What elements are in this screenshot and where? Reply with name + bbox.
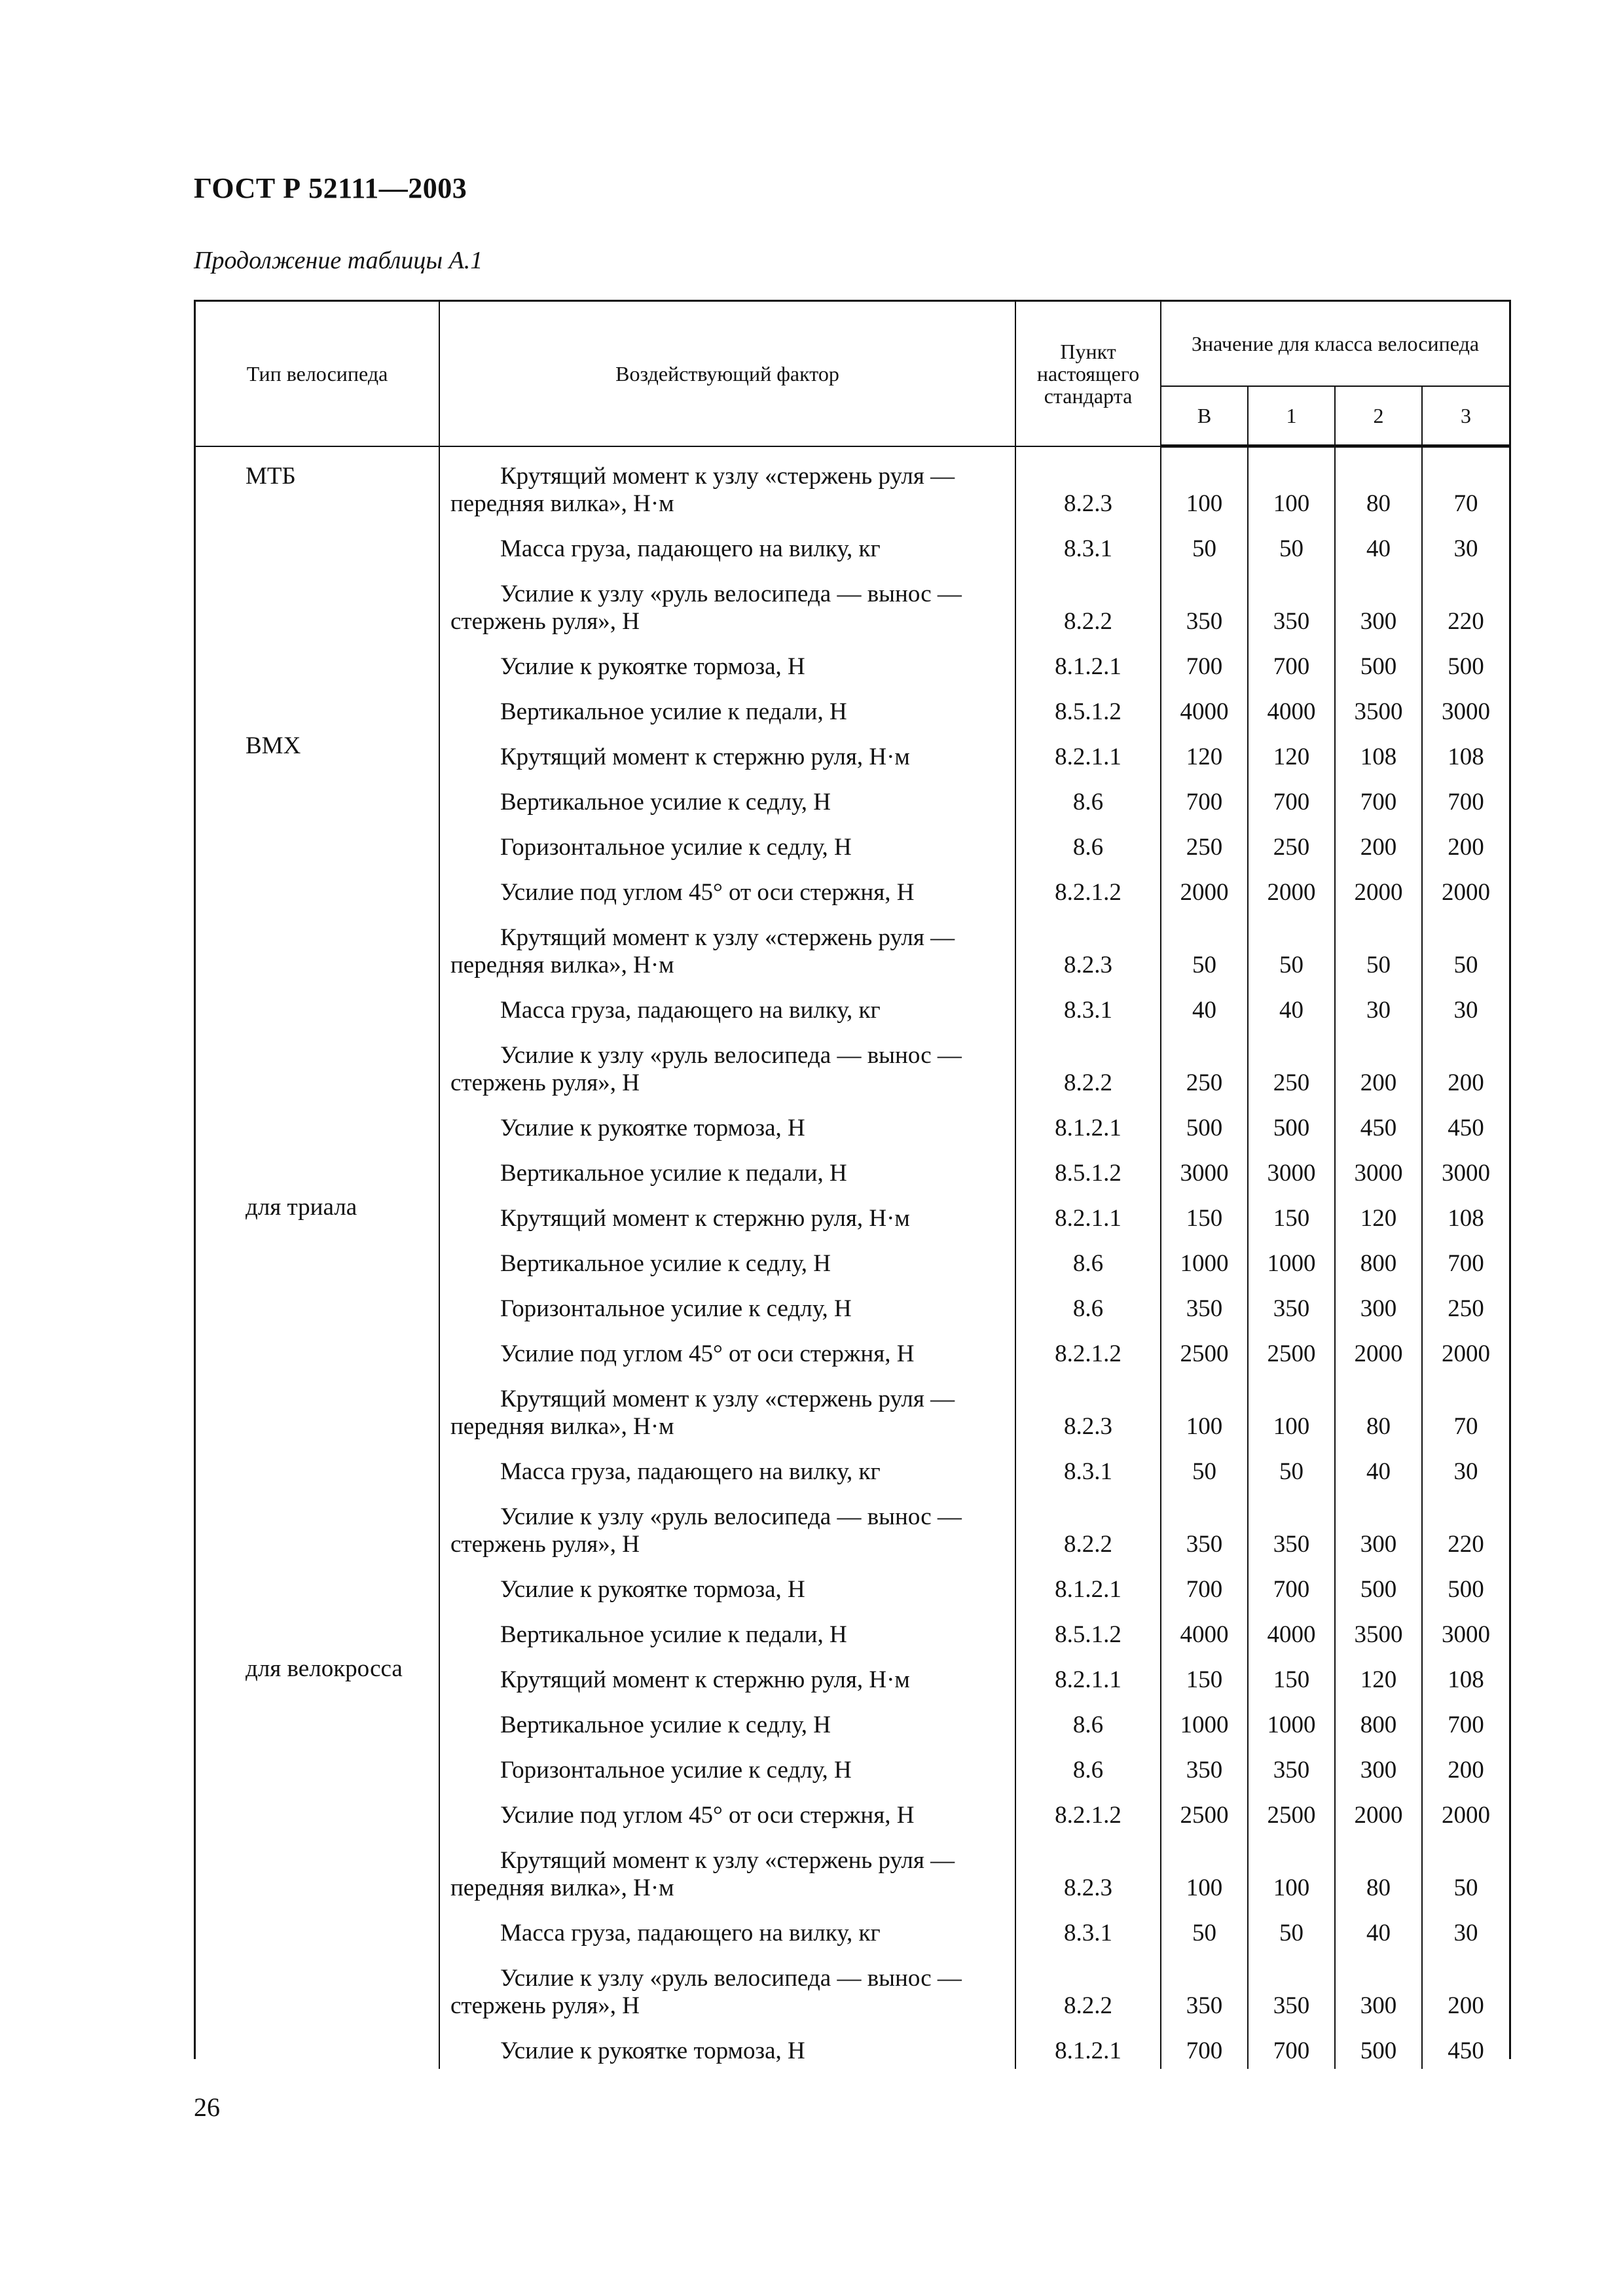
cell-class-value: 2000 <box>1422 865 1509 910</box>
cell-clause: 8.1.2.1 <box>1015 639 1161 685</box>
cell-bicycle-type <box>196 1906 439 1951</box>
cell-class-value: 250 <box>1422 1282 1509 1327</box>
cell-class-value: 30 <box>1422 1906 1509 1951</box>
table-row <box>196 1191 1509 1236</box>
table-row <box>196 1833 1509 1906</box>
cell-class-value: 120 <box>1248 730 1335 775</box>
cell-class-value: 800 <box>1335 1698 1422 1743</box>
cell-class-value: 300 <box>1335 567 1422 639</box>
table-row <box>196 1951 1509 2024</box>
table-row <box>196 522 1509 567</box>
cell-class-value: 700 <box>1248 775 1335 820</box>
cell-class-value: 200 <box>1335 820 1422 865</box>
table-row <box>196 1788 1509 1833</box>
cell-class-value: 700 <box>1422 1236 1509 1282</box>
cell-class-value: 1000 <box>1248 1236 1335 1282</box>
cell-class-value: 220 <box>1422 567 1509 639</box>
cell-class-value: 350 <box>1248 567 1335 639</box>
cell-class-value: 700 <box>1161 775 1248 820</box>
cell-bicycle-type <box>196 910 439 983</box>
cell-factor <box>439 983 1015 1028</box>
header-class: 3 <box>1422 386 1509 446</box>
cell-factor <box>439 1906 1015 1951</box>
cell-class-value: 4000 <box>1161 685 1248 730</box>
cell-class-value: 40 <box>1335 1444 1422 1490</box>
cell-class-value: 100 <box>1161 1833 1248 1906</box>
table-row <box>196 1028 1509 1101</box>
cell-factor-text: Вертикальное усилие к педали, Н <box>500 698 847 725</box>
cell-factor <box>439 522 1015 567</box>
cell-factor-text: Усилие к рукоятке тормоза, Н <box>500 2037 805 2064</box>
cell-class-value: 2000 <box>1335 1327 1422 1372</box>
cell-class-value: 500 <box>1335 2024 1422 2069</box>
table-row <box>196 1490 1509 1562</box>
cell-factor <box>439 1490 1015 1562</box>
cell-bicycle-type <box>196 775 439 820</box>
table-row <box>196 820 1509 865</box>
cell-class-value: 350 <box>1161 567 1248 639</box>
cell-factor-text: Усилие к узлу «руль велосипеда — вынос — стержень руля», Н <box>450 1041 962 1096</box>
header-type: Тип велосипеда <box>196 302 439 446</box>
cell-class-value: 3000 <box>1161 1146 1248 1191</box>
cell-class-value: 2500 <box>1248 1788 1335 1833</box>
cell-clause: 8.5.1.2 <box>1015 1607 1161 1653</box>
header-class: 2 <box>1335 386 1422 446</box>
table-row <box>196 1444 1509 1490</box>
cell-class-value: 1000 <box>1248 1698 1335 1743</box>
cell-factor-text: Усилие под углом 45° от оси стержня, Н <box>500 1801 915 1829</box>
cell-class-value: 350 <box>1161 1951 1248 2024</box>
cell-bicycle-type <box>196 1743 439 1788</box>
table-row <box>196 1282 1509 1327</box>
cell-bicycle-type <box>196 1372 439 1444</box>
cell-clause: 8.2.2 <box>1015 1951 1161 2024</box>
cell-bicycle-type: МТБ <box>246 462 296 490</box>
cell-class-value: 3000 <box>1422 685 1509 730</box>
cell-factor-text: Масса груза, падающего на вилку, кг <box>500 996 881 1024</box>
cell-clause: 8.1.2.1 <box>1015 1562 1161 1607</box>
cell-class-value: 50 <box>1248 1444 1335 1490</box>
table-row <box>196 865 1509 910</box>
cell-class-value: 500 <box>1422 639 1509 685</box>
table-row <box>196 983 1509 1028</box>
document-title: ГОСТ Р 52111—2003 <box>194 172 467 204</box>
cell-factor-text: Горизонтальное усилие к седлу, Н <box>500 833 852 861</box>
cell-class-value: 250 <box>1248 1028 1335 1101</box>
table-row <box>196 1146 1509 1191</box>
cell-bicycle-type <box>196 522 439 567</box>
cell-class-value: 120 <box>1335 1653 1422 1698</box>
cell-class-value: 350 <box>1248 1490 1335 1562</box>
cell-bicycle-type <box>196 1788 439 1833</box>
cell-class-value: 350 <box>1161 1490 1248 1562</box>
cell-bicycle-type <box>196 1607 439 1653</box>
cell-factor <box>439 1282 1015 1327</box>
cell-class-value: 100 <box>1161 446 1248 522</box>
table-row <box>196 775 1509 820</box>
cell-bicycle-type <box>196 1698 439 1743</box>
cell-class-value: 2000 <box>1335 1788 1422 1833</box>
cell-factor <box>439 685 1015 730</box>
cell-bicycle-type <box>196 1951 439 2024</box>
cell-class-value: 300 <box>1335 1282 1422 1327</box>
cell-bicycle-type <box>196 1236 439 1282</box>
cell-factor-text: Вертикальное усилие к седлу, Н <box>500 1249 831 1277</box>
cell-class-value: 50 <box>1248 522 1335 567</box>
cell-clause: 8.2.1.2 <box>1015 865 1161 910</box>
cell-class-value: 300 <box>1335 1743 1422 1788</box>
cell-class-value: 3000 <box>1248 1146 1335 1191</box>
cell-clause: 8.3.1 <box>1015 522 1161 567</box>
cell-clause: 8.6 <box>1015 1698 1161 1743</box>
cell-class-value: 500 <box>1422 1562 1509 1607</box>
cell-class-value: 450 <box>1335 1101 1422 1146</box>
cell-bicycle-type <box>196 983 439 1028</box>
table-row <box>196 1607 1509 1653</box>
cell-clause: 8.5.1.2 <box>1015 685 1161 730</box>
table-row <box>196 639 1509 685</box>
cell-bicycle-type <box>196 1028 439 1101</box>
cell-clause: 8.6 <box>1015 775 1161 820</box>
cell-factor <box>439 775 1015 820</box>
table-body <box>196 446 1509 2069</box>
cell-class-value: 100 <box>1248 1833 1335 1906</box>
cell-class-value: 700 <box>1335 775 1422 820</box>
cell-factor-text: Крутящий момент к стержню руля, Н·м <box>500 743 910 770</box>
cell-clause: 8.3.1 <box>1015 1444 1161 1490</box>
cell-factor-text: Масса груза, падающего на вилку, кг <box>500 535 881 562</box>
page-number: 26 <box>194 2092 220 2122</box>
cell-factor <box>439 567 1015 639</box>
cell-class-value: 30 <box>1422 1444 1509 1490</box>
cell-factor-text: Горизонтальное усилие к седлу, Н <box>500 1295 852 1322</box>
cell-factor-text: Усилие под углом 45° от оси стержня, Н <box>500 878 915 906</box>
cell-class-value: 250 <box>1248 820 1335 865</box>
cell-class-value: 2000 <box>1161 865 1248 910</box>
cell-class-value: 350 <box>1248 1282 1335 1327</box>
cell-factor <box>439 1372 1015 1444</box>
cell-class-value: 30 <box>1422 522 1509 567</box>
cell-clause: 8.2.2 <box>1015 1490 1161 1562</box>
cell-class-value: 70 <box>1422 446 1509 522</box>
header-class: В <box>1161 386 1248 446</box>
cell-class-value: 500 <box>1335 639 1422 685</box>
cell-clause: 8.2.3 <box>1015 1833 1161 1906</box>
cell-class-value: 150 <box>1161 1653 1248 1698</box>
cell-class-value: 100 <box>1248 1372 1335 1444</box>
cell-clause: 8.2.2 <box>1015 1028 1161 1101</box>
cell-class-value: 108 <box>1335 730 1422 775</box>
table-row <box>196 685 1509 730</box>
table-row <box>196 567 1509 639</box>
cell-factor <box>439 1743 1015 1788</box>
cell-class-value: 700 <box>1161 639 1248 685</box>
cell-factor <box>439 1327 1015 1372</box>
cell-bicycle-type <box>196 1444 439 1490</box>
cell-class-value: 120 <box>1161 730 1248 775</box>
table-row <box>196 1562 1509 1607</box>
table-row <box>196 910 1509 983</box>
cell-clause: 8.6 <box>1015 820 1161 865</box>
cell-class-value: 3500 <box>1335 685 1422 730</box>
table-header <box>196 302 1509 446</box>
cell-class-value: 500 <box>1161 1101 1248 1146</box>
cell-class-value: 700 <box>1422 775 1509 820</box>
cell-factor-text: Усилие к рукоятке тормоза, Н <box>500 1575 805 1603</box>
header-class: 1 <box>1248 386 1335 446</box>
cell-bicycle-type <box>196 1282 439 1327</box>
cell-bicycle-type <box>196 1490 439 1562</box>
cell-clause: 8.6 <box>1015 1282 1161 1327</box>
table-caption: Продолжение таблицы А.1 <box>194 247 483 274</box>
cell-class-value: 50 <box>1248 910 1335 983</box>
cell-bicycle-type: ВМХ <box>246 732 301 759</box>
cell-factor <box>439 1101 1015 1146</box>
cell-class-value: 150 <box>1248 1191 1335 1236</box>
cell-class-value: 30 <box>1335 983 1422 1028</box>
cell-class-value: 80 <box>1335 1372 1422 1444</box>
cell-factor <box>439 730 1015 775</box>
cell-class-value: 80 <box>1335 446 1422 522</box>
header-factor: Воздействующий фактор <box>439 302 1015 446</box>
cell-class-value: 200 <box>1422 1028 1509 1101</box>
cell-clause: 8.5.1.2 <box>1015 1146 1161 1191</box>
cell-clause: 8.3.1 <box>1015 1906 1161 1951</box>
cell-bicycle-type <box>196 2024 439 2069</box>
cell-class-value: 2000 <box>1422 1327 1509 1372</box>
cell-factor <box>439 1698 1015 1743</box>
cell-factor-text: Усилие к рукоятке тормоза, Н <box>500 653 805 680</box>
cell-factor-text: Усилие к узлу «руль велосипеда — вынос — стержень руля», Н <box>450 580 962 635</box>
cell-factor-text: Крутящий момент к узлу «стержень руля — передняя вилка», Н·м <box>450 1846 955 1901</box>
cell-class-value: 350 <box>1248 1951 1335 2024</box>
table-row <box>196 1906 1509 1951</box>
cell-class-value: 450 <box>1422 1101 1509 1146</box>
cell-class-value: 700 <box>1248 1562 1335 1607</box>
cell-factor-text: Крутящий момент к узлу «стержень руля — передняя вилка», Н·м <box>450 462 955 517</box>
cell-class-value: 108 <box>1422 730 1509 775</box>
cell-factor-text: Крутящий момент к узлу «стержень руля — передняя вилка», Н·м <box>450 924 955 978</box>
cell-class-value: 200 <box>1422 1951 1509 2024</box>
header-clause: Пункт настоящего стандарта <box>1015 302 1161 446</box>
cell-class-value: 50 <box>1335 910 1422 983</box>
cell-class-value: 50 <box>1422 910 1509 983</box>
cell-class-value: 1000 <box>1161 1236 1248 1282</box>
cell-class-value: 300 <box>1335 1951 1422 2024</box>
cell-class-value: 800 <box>1335 1236 1422 1282</box>
spec-table <box>196 302 1509 2069</box>
cell-factor-text: Крутящий момент к стержню руля, Н·м <box>500 1666 910 1693</box>
cell-factor <box>439 1236 1015 1282</box>
cell-class-value: 40 <box>1248 983 1335 1028</box>
cell-class-value: 40 <box>1161 983 1248 1028</box>
cell-factor-text: Горизонтальное усилие к седлу, Н <box>500 1756 852 1784</box>
cell-clause: 8.3.1 <box>1015 983 1161 1028</box>
cell-bicycle-type <box>196 1833 439 1906</box>
cell-factor <box>439 1653 1015 1698</box>
cell-class-value: 50 <box>1161 522 1248 567</box>
cell-factor-text: Вертикальное усилие к седлу, Н <box>500 788 831 816</box>
cell-class-value: 3000 <box>1335 1146 1422 1191</box>
cell-class-value: 200 <box>1422 820 1509 865</box>
table-row <box>196 1743 1509 1788</box>
cell-class-value: 200 <box>1422 1743 1509 1788</box>
header-value-group: Значение для класса велосипеда <box>1161 302 1509 386</box>
cell-clause: 8.2.3 <box>1015 446 1161 522</box>
cell-class-value: 2000 <box>1422 1788 1509 1833</box>
cell-factor <box>439 1444 1015 1490</box>
cell-class-value: 350 <box>1248 1743 1335 1788</box>
cell-class-value: 50 <box>1422 1833 1509 1906</box>
cell-bicycle-type <box>196 1327 439 1372</box>
cell-class-value: 200 <box>1335 1028 1422 1101</box>
cell-class-value: 70 <box>1422 1372 1509 1444</box>
cell-class-value: 50 <box>1248 1906 1335 1951</box>
cell-clause: 8.2.2 <box>1015 567 1161 639</box>
cell-clause: 8.6 <box>1015 1236 1161 1282</box>
cell-class-value: 4000 <box>1161 1607 1248 1653</box>
cell-factor-text: Крутящий момент к стержню руля, Н·м <box>500 1204 910 1232</box>
cell-bicycle-type <box>196 567 439 639</box>
cell-class-value: 100 <box>1248 446 1335 522</box>
cell-class-value: 500 <box>1335 1562 1422 1607</box>
cell-class-value: 150 <box>1248 1653 1335 1698</box>
cell-class-value: 700 <box>1161 2024 1248 2069</box>
spec-table-frame <box>194 300 1511 2064</box>
cell-bicycle-type <box>196 1101 439 1146</box>
cell-class-value: 108 <box>1422 1653 1509 1698</box>
cell-factor-text: Усилие к узлу «руль велосипеда — вынос — стержень руля», Н <box>450 1503 962 1558</box>
cell-class-value: 350 <box>1161 1282 1248 1327</box>
cell-class-value: 700 <box>1161 1562 1248 1607</box>
cell-class-value: 500 <box>1248 1101 1335 1146</box>
cell-factor <box>439 910 1015 983</box>
cell-factor <box>439 2024 1015 2069</box>
cell-class-value: 1000 <box>1161 1698 1248 1743</box>
cell-clause: 8.1.2.1 <box>1015 2024 1161 2069</box>
cell-bicycle-type <box>196 639 439 685</box>
cell-clause: 8.6 <box>1015 1743 1161 1788</box>
cell-class-value: 120 <box>1335 1191 1422 1236</box>
cell-factor-text: Вертикальное усилие к педали, Н <box>500 1159 847 1187</box>
cell-class-value: 250 <box>1161 820 1248 865</box>
cell-class-value: 450 <box>1422 2024 1509 2069</box>
table-row <box>196 446 1509 522</box>
cell-class-value: 700 <box>1248 639 1335 685</box>
cell-bicycle-type: для велокросса <box>246 1655 403 1682</box>
cell-class-value: 700 <box>1422 1698 1509 1743</box>
cell-factor-text: Крутящий момент к узлу «стержень руля — передняя вилка», Н·м <box>450 1385 955 1440</box>
cell-class-value: 300 <box>1335 1490 1422 1562</box>
cell-clause: 8.2.3 <box>1015 910 1161 983</box>
cell-class-value: 30 <box>1422 983 1509 1028</box>
cell-bicycle-type <box>196 820 439 865</box>
cell-factor <box>439 1028 1015 1101</box>
cell-class-value: 40 <box>1335 1906 1422 1951</box>
cell-factor-text: Вертикальное усилие к педали, Н <box>500 1621 847 1648</box>
cell-class-value: 100 <box>1161 1372 1248 1444</box>
cell-class-value: 3000 <box>1422 1607 1509 1653</box>
table-row <box>196 2024 1509 2069</box>
cell-bicycle-type <box>196 1562 439 1607</box>
cell-factor <box>439 1833 1015 1906</box>
cell-factor <box>439 865 1015 910</box>
table-row <box>196 1653 1509 1698</box>
cell-factor-text: Масса груза, падающего на вилку, кг <box>500 1458 881 1485</box>
cell-bicycle-type <box>196 1146 439 1191</box>
table-row <box>196 1236 1509 1282</box>
cell-factor-text: Усилие под углом 45° от оси стержня, Н <box>500 1340 915 1367</box>
cell-factor <box>439 639 1015 685</box>
cell-class-value: 4000 <box>1248 685 1335 730</box>
table-row <box>196 1698 1509 1743</box>
cell-class-value: 4000 <box>1248 1607 1335 1653</box>
cell-factor <box>439 1562 1015 1607</box>
cell-class-value: 2000 <box>1248 865 1335 910</box>
cell-class-value: 50 <box>1161 1906 1248 1951</box>
cell-factor <box>439 820 1015 865</box>
cell-factor-text: Усилие к узлу «руль велосипеда — вынос — стержень руля», Н <box>450 1964 962 2019</box>
cell-clause: 8.2.1.2 <box>1015 1327 1161 1372</box>
cell-factor <box>439 1607 1015 1653</box>
cell-class-value: 80 <box>1335 1833 1422 1906</box>
table-row <box>196 730 1509 775</box>
cell-factor <box>439 446 1015 522</box>
cell-bicycle-type <box>196 865 439 910</box>
cell-bicycle-type: для триала <box>246 1193 357 1221</box>
cell-clause: 8.2.3 <box>1015 1372 1161 1444</box>
cell-class-value: 40 <box>1335 522 1422 567</box>
cell-class-value: 108 <box>1422 1191 1509 1236</box>
cell-clause: 8.1.2.1 <box>1015 1101 1161 1146</box>
cell-factor <box>439 1788 1015 1833</box>
cell-class-value: 250 <box>1161 1028 1248 1101</box>
cell-clause: 8.2.1.1 <box>1015 1191 1161 1236</box>
cell-class-value: 220 <box>1422 1490 1509 1562</box>
table-row <box>196 1372 1509 1444</box>
cell-class-value: 50 <box>1161 1444 1248 1490</box>
cell-class-value: 2500 <box>1161 1327 1248 1372</box>
cell-class-value: 2500 <box>1248 1327 1335 1372</box>
cell-class-value: 50 <box>1161 910 1248 983</box>
table-row <box>196 1101 1509 1146</box>
cell-class-value: 3500 <box>1335 1607 1422 1653</box>
cell-clause: 8.2.1.1 <box>1015 1653 1161 1698</box>
table-row <box>196 1327 1509 1372</box>
cell-class-value: 2000 <box>1335 865 1422 910</box>
cell-class-value: 150 <box>1161 1191 1248 1236</box>
cell-factor-text: Масса груза, падающего на вилку, кг <box>500 1919 881 1946</box>
cell-factor-text: Усилие к рукоятке тормоза, Н <box>500 1114 805 1141</box>
cell-bicycle-type <box>196 685 439 730</box>
cell-class-value: 700 <box>1248 2024 1335 2069</box>
cell-class-value: 350 <box>1161 1743 1248 1788</box>
cell-class-value: 2500 <box>1161 1788 1248 1833</box>
cell-clause: 8.2.1.2 <box>1015 1788 1161 1833</box>
cell-factor-text: Вертикальное усилие к седлу, Н <box>500 1711 831 1738</box>
cell-factor <box>439 1146 1015 1191</box>
cell-factor <box>439 1191 1015 1236</box>
cell-factor <box>439 1951 1015 2024</box>
cell-class-value: 3000 <box>1422 1146 1509 1191</box>
cell-clause: 8.2.1.1 <box>1015 730 1161 775</box>
